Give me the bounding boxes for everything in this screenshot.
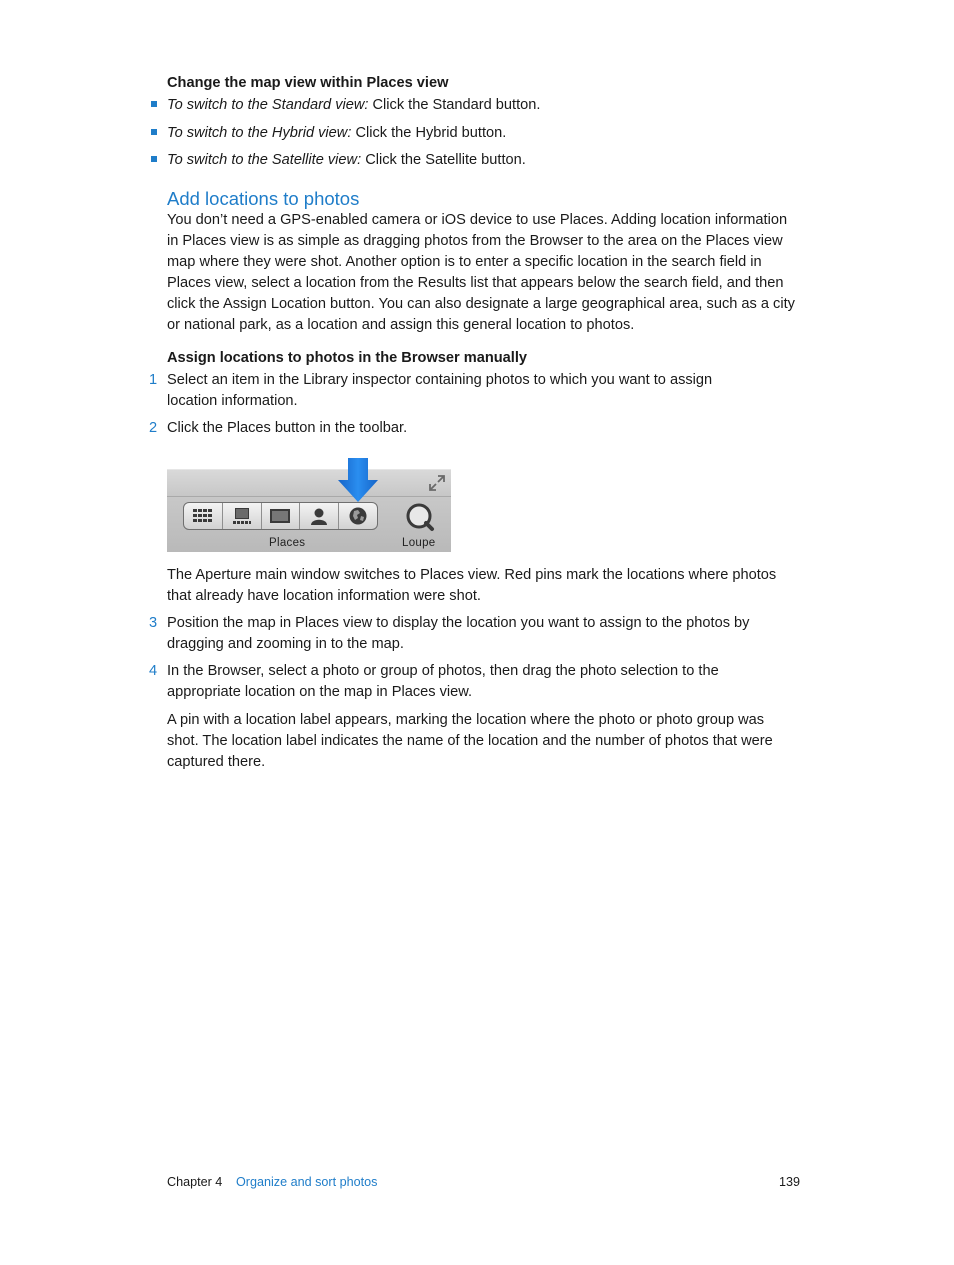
- bullet-item-hybrid: To switch to the Hybrid view: Click the Hybrid button.: [167, 125, 507, 141]
- step-number: 4: [149, 663, 158, 679]
- bullet-item-satellite: To switch to the Satellite view: Click the Satellite button.: [167, 152, 526, 168]
- after-step4-paragraph: A pin with a location label appears, marking the location where the photo or photo group was shot. The location label indicates the name of the location and the number of photos that were captured there.: [167, 712, 773, 770]
- view-segmented-control: [183, 502, 378, 530]
- loupe-icon[interactable]: [405, 502, 435, 532]
- faces-button[interactable]: [300, 503, 339, 529]
- section-heading-map-view: Change the map view within Places view: [167, 75, 449, 91]
- filmstrip-view-icon: [232, 507, 252, 525]
- bullet-marker: [151, 129, 157, 135]
- filmstrip-view-button[interactable]: [223, 503, 262, 529]
- step-number: 3: [149, 615, 158, 631]
- footer-chapter: Chapter 4: [167, 1175, 223, 1189]
- places-globe-icon: [348, 506, 368, 526]
- task-heading: Assign locations to photos in the Browser manually: [167, 350, 528, 366]
- step-text: Select an item in the Library inspector containing photos to which you want to assign location information.: [167, 372, 713, 409]
- step-text: Position the map in Places view to display the location you want to assign to the photos by dragging and zooming in to the map.: [167, 615, 750, 652]
- arrow-down-icon: [338, 458, 378, 502]
- loupe-label: Loupe: [402, 537, 436, 549]
- intro-paragraph: You don’t need a GPS-enabled camera or iOS device to use Places. Adding location information in Places view is as simple as dragging photos from the Browser to the area on the Places view map where they were shot. Another option is to enter a specific location in the search field in Places view, select a location from the Results list that appears below the search field, and then click the Assign Location button. You can also designate a large geographical area, such as a city or national park, as a location and assign this general location to photos.: [167, 212, 795, 333]
- expand-icon[interactable]: [429, 475, 445, 491]
- bullet-marker: [151, 101, 157, 107]
- step-text: In the Browser, select a photo or group of photos, then drag the photo selection to the appropriate location on the map in Places view.: [167, 663, 719, 700]
- places-button[interactable]: [339, 503, 377, 529]
- bullet-marker: [151, 156, 157, 162]
- after-step2-paragraph: The Aperture main window switches to Places view. Red pins mark the locations where photos that already have location information were shot.: [167, 567, 777, 604]
- viewer-button[interactable]: [262, 503, 301, 529]
- page-number: 139: [779, 1175, 801, 1189]
- faces-icon: [309, 507, 329, 525]
- section-heading-add-locations: Add locations to photos: [167, 188, 360, 209]
- toolbar-top-band: [167, 470, 451, 497]
- toolbar-screenshot: [167, 469, 451, 552]
- step-text: Click the Places button in the toolbar.: [167, 420, 408, 436]
- step-number: 1: [149, 372, 158, 388]
- grid-view-icon: [192, 508, 214, 524]
- grid-view-button[interactable]: [184, 503, 223, 529]
- bullet-item-standard: To switch to the Standard view: Click the Standard button.: [167, 97, 541, 113]
- footer-chapter-title[interactable]: Organize and sort photos: [236, 1175, 378, 1189]
- viewer-icon: [269, 508, 291, 524]
- step-number: 2: [149, 420, 158, 436]
- places-label: Places: [269, 537, 306, 549]
